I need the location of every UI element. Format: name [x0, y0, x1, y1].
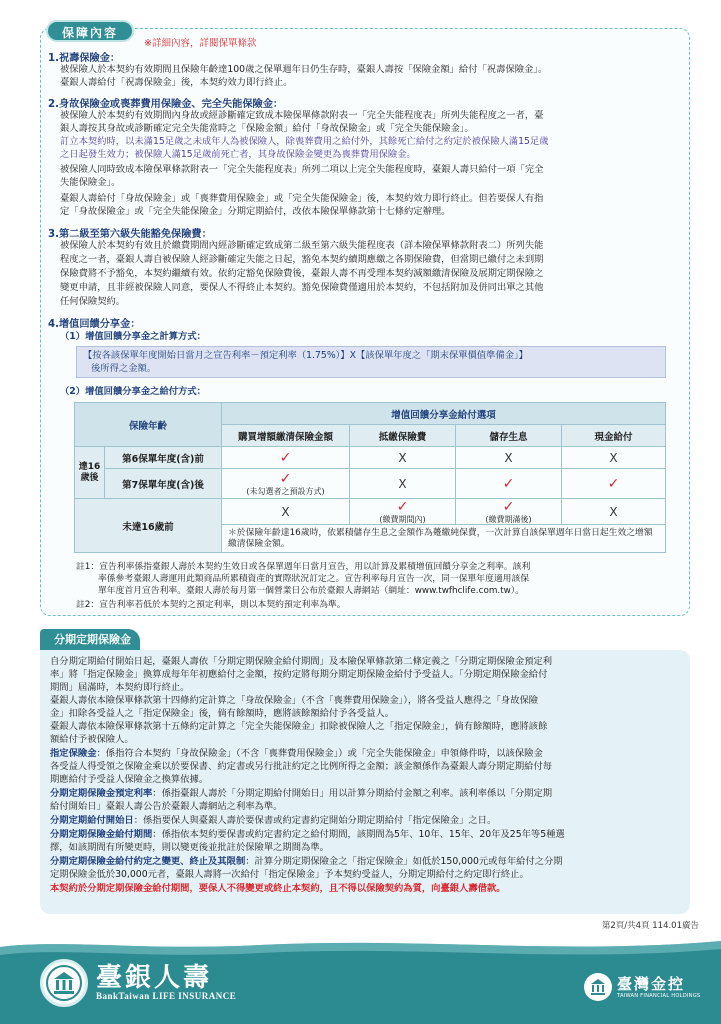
th-option-offset: 抵繳保險費	[350, 425, 456, 447]
inst-line-16	[50, 856, 563, 868]
inst-line-11	[50, 788, 552, 800]
inst-line-2: 率」將「指定保險金」換算成每年年初應給付之金額，按約定將每期分期定期保險金給付予受益人。「分期定期保險金給付	[50, 669, 548, 680]
cell-cross	[222, 499, 350, 525]
check-icon: ✓	[279, 449, 292, 466]
term-period: 分期定期保險金給付期間	[50, 829, 153, 840]
cell-cross	[350, 469, 456, 499]
cell-check-during	[350, 499, 456, 525]
inst-line-12: 給付開始日」臺銀人壽公告於臺銀人壽網站之利率為準。	[50, 801, 283, 812]
check-icon: ✓	[396, 499, 409, 515]
inst-line-17: 定期保險金低於30,000元者，臺銀人壽將一次給付「指定保險金」予本契約受益人，分期定期給付之約定即行終止。	[50, 869, 529, 880]
th-options: 增值回饋分享金給付選項	[222, 403, 666, 425]
partner-sub: TAIWAN FINANCIAL HOLDINGS	[617, 993, 701, 999]
th-age: 保險年齡	[75, 403, 222, 447]
inst-line-8	[50, 748, 543, 760]
inst-text-8: ：係指符合本契約「身故保險金」（不含「喪葬費用保險金」）或「完全失能保險金」申領條件時，以該保險金	[96, 748, 543, 759]
note-1-line-3: 單年度首月宣告利率。臺銀人壽於每月第一個營業日公布於臺銀人壽網站（網址：www.twfhclife.com.tw）。	[98, 586, 525, 596]
cell-check	[222, 447, 350, 469]
inst-text-14: ：係指依本契約要保書或約定書約定之給付期間，該期間為5年、10年、15年、20年及25年等5種選	[152, 829, 565, 840]
th-option-cash: 現金給付	[562, 425, 666, 447]
cell-cross	[456, 447, 562, 469]
cell-cross	[350, 447, 456, 469]
heading-longevity: 1.祝壽保險金：	[48, 53, 121, 64]
cell-check	[562, 469, 666, 499]
brand-name: 臺銀人壽	[96, 963, 213, 993]
text-death-5: 被保險人同時致成本險保單條款附表一「完全失能程度表」所列二項以上完全失能程度時，臺銀人壽只給付一項「完全	[60, 164, 544, 175]
text-death-4: 之日起發生效力；被保險人滿15足歲前死亡者，其身故保險金變更為喪葬費用保險金。	[60, 149, 416, 160]
inst-line-6: 臺銀人壽依本險保單條款第十五條約定計算之「完全失能保險金」扣除被保險人之「指定保險金」，倘有餘額時，應將該餘	[50, 721, 548, 732]
cross-icon: X	[398, 476, 407, 491]
formula-line-1: 【按各該保單年度開始日當月之宣告利率－預定利率（1.75%）】X【該保單年度之「期末保單價值準備金」】	[83, 350, 528, 361]
text-waiver-3: 保險費將不予豁免，本契約繼續有效。依約定豁免保險費後，臺銀人壽不再受理本契約減額繳清保險及展期定期保險之	[60, 268, 544, 279]
text-waiver-5: 任何保險契約。	[60, 296, 126, 307]
row-year6-before: 第6保單年度(含)前	[105, 447, 222, 469]
text-longevity-1: 被保險人於本契約有效期間且保險年齡達100歲之保單週年日仍生存時，臺銀人壽按「保險金額」給付「祝壽保險金」。	[60, 64, 548, 75]
text-waiver-1: 被保險人於本契約有效且於繳費期間內經診斷確定致成第二級至第六級失能程度表（詳本險保單條款附表二）所列失能	[60, 240, 544, 251]
inst-line-13	[50, 815, 496, 827]
row-group-over16: 達16歲後	[75, 447, 105, 499]
heading-waiver: 3.第二級至第六級失能豁免保險費：	[48, 229, 212, 240]
text-death-3: 訂立本契約時，以未滿15足歲之未成年人為被保險人，除喪葬費用之給付外，其餘死亡給付之約定於被保險人滿15足歲	[60, 136, 549, 147]
payout-options-table	[74, 402, 666, 553]
text-waiver-2: 程度之一者，臺銀人壽自被保險人經診斷確定失能之日起，豁免本契約續期應繳之各期保險費，但當期已繳付之未到期	[60, 254, 544, 265]
formula-line-2: 後所得之金額。	[91, 363, 157, 374]
inst-line-1: 自分期定期給付開始日起，臺銀人壽依「分期定期保險金給付期間」及本險保單條款第二條定義之「分期定期保險金預定利	[50, 656, 553, 667]
cell-check-default	[222, 469, 350, 499]
inst-line-14	[50, 829, 565, 841]
inst-line-15: 擇，如該期間有所變更時，則以變更後並批註於保險單之期間為準。	[50, 842, 329, 853]
cell-check	[456, 469, 562, 499]
text-longevity-2: 臺銀人壽給付「祝壽保險金」後，本契約效力即行終止。	[60, 77, 293, 88]
cross-icon: X	[398, 450, 407, 465]
installment-tag: 分期定期保險金	[40, 629, 140, 651]
text-death-1: 被保險人於本契約有效期間內身故或經診斷確定致成本險保單條款附表一「完全失能程度表」所列失能程度之一者，臺	[60, 110, 544, 121]
term-designated: 指定保險金	[50, 748, 97, 759]
text-waiver-4: 變更申請，且非經被保險人同意，要保人不得終止本契約。豁免保險費僅適用於本契約，不包括附加及併同出單之其他	[60, 282, 544, 293]
bank-taiwan-logo-icon	[40, 959, 88, 1007]
note-1-line-1: 註1：宣告利率係指臺銀人壽於本契約生效日或各保單週年日當月宣告，用以計算及累積增值回饋分享金之利率。該利	[76, 562, 531, 572]
cell-cross	[562, 447, 666, 469]
text-death-2: 銀人壽按其身故或診斷確定完全失能當時之「保險金額」給付「身故保險金」或「完全失能保險金」。	[60, 123, 474, 134]
formula-box	[76, 346, 666, 378]
inst-text-11: ：係指臺銀人壽於「分期定期給付開始日」用以計算分期給付金額之利率。該利率係以「分期定期	[152, 788, 553, 799]
inst-line-10: 期應給付予受益人保險金之換算依據。	[50, 774, 209, 785]
partner-name: 臺灣金控	[617, 975, 686, 993]
term-start-date: 分期定期給付開始日	[50, 815, 134, 826]
taiwan-financial-logo-icon	[584, 973, 612, 1001]
check-icon: ✓	[607, 475, 620, 492]
coverage-tag: 保障內容	[46, 20, 134, 42]
cell-cross	[562, 499, 666, 525]
check-icon: ✓	[502, 475, 515, 492]
subheading-calc: （1）增值回饋分享金之計算方式：	[60, 331, 206, 342]
check-icon: ✓	[279, 471, 292, 487]
th-option-paidup: 購買增額繳清保險金額	[222, 425, 350, 447]
subheading-payout: （2）增值回饋分享金之給付方式：	[60, 386, 206, 397]
during-note: (繳費期間內)	[379, 515, 426, 524]
inst-warning: 本契約於分期定期保險金給付期間，要保人不得變更或終止本契約，且不得以保險契約為質，向臺銀人壽借款。	[50, 883, 506, 894]
cross-icon: X	[504, 450, 513, 465]
inst-line-9: 各受益人得受領之保險金乘以於要保書、約定書或另行批註約定之比例所得之金額；該金額係作為臺銀人壽分期定期給付每	[50, 761, 553, 772]
after-note: (繳費期滿後)	[485, 515, 532, 524]
th-option-accumulate: 儲存生息	[456, 425, 562, 447]
cross-icon: X	[609, 504, 618, 519]
table-bottom-note: ＊於保險年齡達16歲時，依累積儲存生息之金額作為躉繳純保費，一次計算自該保單週年日當日起生效之增額繳清保險金額。	[222, 525, 666, 553]
heading-death-benefit: 2.身故保險金或喪葬費用保險金、完全失能保險金：	[48, 99, 284, 110]
term-change: 分期定期保險金給付約定之變更、終止及其限制	[50, 856, 246, 867]
inst-line-4: 臺銀人壽依本險保單條款第十四條約定計算之「身故保險金」（不含「喪葬費用保險金」），將各受益人應得之「身故保險	[50, 695, 539, 706]
text-death-6: 失能保險金」。	[60, 177, 121, 188]
term-rate: 分期定期保險金預定利率	[50, 788, 153, 799]
note-1-line-2: 率係參考臺銀人壽運用此類商品所累積資產的實際狀況訂定之。宣告利率每月宣告一次，同一保單年度適用該保	[98, 574, 530, 584]
text-death-8: 定「身故保險金」或「完全失能保險金」分期定期給付，改依本險保單條款第十七條約定辦理。	[60, 206, 451, 217]
coverage-tag-note: ※詳細內容，詳閱保單條款	[144, 38, 257, 49]
note-2: 註2：宣告利率若低於本契約之預定利率，則以本契約預定利率為準。	[76, 600, 346, 610]
inst-text-13: ：係指要保人與臺銀人壽於要保書或約定書約定開始分期定期給付「指定保險金」之日。	[133, 815, 497, 826]
footer-band	[0, 933, 721, 1024]
cross-icon: X	[609, 450, 618, 465]
heading-dividend: 4.增值回饋分享金：	[48, 319, 141, 330]
inst-line-7: 額給付予被保險人。	[50, 734, 134, 745]
default-note: (未勾選者之預設方式)	[246, 487, 325, 496]
text-death-7: 臺銀人壽給付「身故保險金」或「喪葬費用保險金」或「完全失能保險金」後，本契約效力即行終止。但若要保人有指	[60, 193, 544, 204]
brand-sub: BankTaiwan LIFE INSURANCE	[96, 991, 237, 1001]
cell-check-after	[456, 499, 562, 525]
check-icon: ✓	[502, 499, 515, 515]
row-year7-after: 第7保單年度(含)後	[105, 469, 222, 499]
cross-icon: X	[281, 504, 290, 519]
inst-text-16: ：計算分期定期保險金之「指定保險金」如低於150,000元或每年給付之分期	[245, 856, 563, 867]
inst-line-5: 金」扣除各受益人之「指定保險金」後，倘有餘額時，應將該餘額給付予各受益人。	[50, 708, 394, 719]
page-label: 第2頁/共4頁 114.01廣告	[601, 921, 699, 931]
row-under16: 未達16歲前	[75, 499, 222, 553]
inst-line-3: 期間」屆滿時，本契約即行終止。	[50, 682, 190, 693]
